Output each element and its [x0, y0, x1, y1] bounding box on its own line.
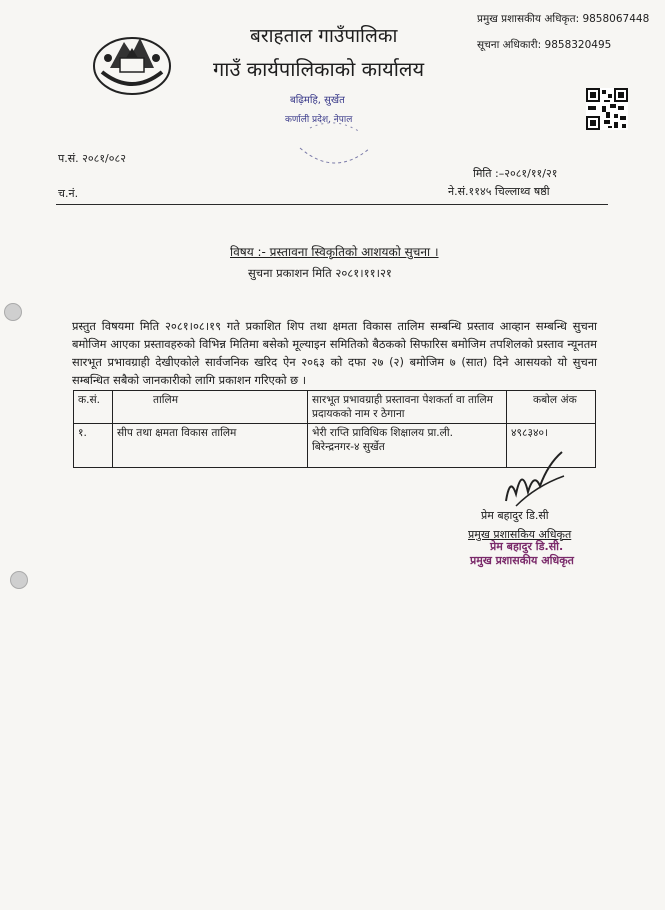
header-amount: कबोल अंक	[507, 391, 596, 424]
punch-hole-top	[4, 303, 22, 321]
stamp-name: प्रेम बहादुर डि.सी.	[490, 540, 564, 553]
subject-line: विषय :- प्रस्तावना स्विकृतिको आशयको सुचना ।	[230, 245, 439, 259]
contact-info-officer: सूचना अधिकारी: 9858320495	[477, 39, 612, 51]
letter-reference-number: प.सं. २०८१/०८२	[58, 152, 126, 165]
nepal-sambat-date: ने.सं.११४५ चिल्लाथ्व षष्ठी	[448, 185, 550, 198]
header-sn: क.सं.	[74, 391, 113, 424]
office-address-line1: बढ़िमहि, सुर्खेत	[290, 95, 345, 106]
government-emblem-icon	[90, 28, 174, 96]
notice-body: प्रस्तुत विषयमा मिति २०८१।०८।१९ गते प्रकाशित शिप तथा क्षमता विकास तालिम सम्बन्धि प्रस्ताव आव्हान सम्बन्धि सुचना बमोजिम आएका प्रस्तावहरुको विभिन्न मितिमा बसेको मूल्याइन समितिको बैठकको सिफारिस बमोजिम तपशिलको प्रस्ताव न्यूनतम सारभूत प्रभावग्राही देखीएकोले सार्वजनिक खरिद ऐन २०६३ को दफा २७ (२) बमोजिम ७ (सात) दिने आसयको यो सुचना सम्बन्धित सबैको जानकारीको लागि प्रकाशन गरिएको छ ।	[72, 319, 597, 387]
dispatch-number: च.नं.	[58, 187, 79, 200]
qr-code-icon	[586, 88, 628, 130]
office-name: गाउँ कार्यपालिकाको कार्यालय	[213, 57, 425, 81]
header-training: तालिम	[113, 391, 308, 424]
signatory-designation: प्रमुख प्रशासकिय अधिकृत	[468, 528, 572, 541]
contact-chief-officer: प्रमुख प्रशासकीय अधिकृत: 9858067448	[477, 13, 650, 25]
municipality-name: बराहताल गाउँपालिका	[250, 25, 398, 47]
cell-amount: ४९८३४०।	[507, 424, 596, 468]
letter-date: मिति :–२०८१/११/२१	[473, 167, 558, 180]
cell-provider: भेरी राप्ति प्राविधिक शिक्षालय प्रा.ली. बिरेन्द्रनगर-४ सुर्खेत	[308, 424, 507, 468]
header-divider	[56, 204, 608, 205]
cell-training: सीप तथा क्षमता विकास तालिम	[113, 424, 308, 468]
stamp-designation: प्रमुख प्रशासकीय अधिकृत	[470, 554, 574, 567]
signatory-name: प्रेम बहादुर डि.सी	[481, 509, 549, 522]
cell-sn: १.	[74, 424, 113, 468]
publication-date: सुचना प्रकाशन मिति २०८१।११।२१	[248, 266, 392, 280]
handwritten-signature	[476, 446, 576, 516]
table-header-row	[74, 391, 596, 424]
punch-hole-bottom	[10, 571, 28, 589]
office-address-line2: कर्णाली प्रदेश, नेपाल	[285, 115, 353, 125]
header-provider: सारभूत प्रभावग्राही प्रस्तावना पेशकर्ता वा तालिम प्रदायकको नाम र ठेगाना	[308, 391, 507, 424]
